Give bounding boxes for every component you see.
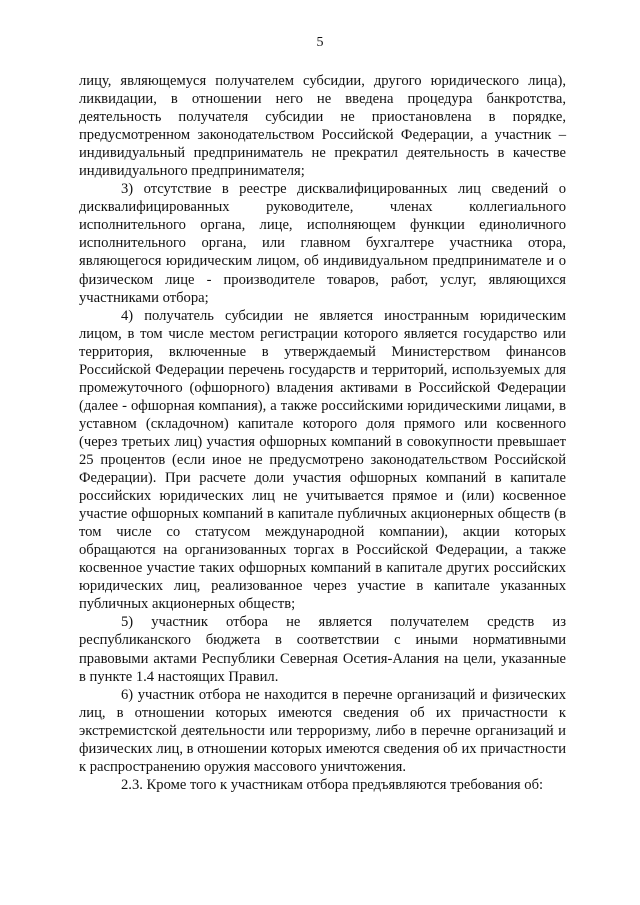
paragraph-section-2-3: 2.3. Кроме того к участникам отбора предъявляются требования об: [121, 776, 544, 793]
paragraph-item-3: 3) отсутствие в реестре дисквалифицированных лиц сведений о дисквалифицированных руководителе, членах коллегиального исполнительного органа, лице, исполняющем функции единоличного исполнительного органа, или главном бухгалтере участника отора, являющегося юридическим лицом, об индивидуальном предпринимателе и о физическом лице - производителе товаров, работ, услуг, являющихся участниками отбора; [79, 181, 566, 306]
paragraph-continuation: лицу, являющемуся получателем субсидии, другого юридического лица), ликвидации, в отношении него не введена процедура банкротства, деятельность получателя субсидии не приостановлена в порядке, предусмотренном законодательством Российской Федерации, а участник – индивидуальный предприниматель не прекратил деятельность в качестве индивидуального предпринимателя; [79, 73, 566, 180]
paragraph-item-6: 6) участник отбора не находится в перечне организаций и физических лиц, в отношении которых имеются сведения об их причастности к экстремистской деятельности или терроризму, либо в перечне организаций и физических лиц, в отношении которых имеются сведения об их причастности к распространению оружия массового уничтожения. [79, 686, 566, 775]
page-number: 5 [316, 35, 324, 50]
paragraph-item-4: 4) получатель субсидии не является иностранным юридическим лицом, в том числе местом регистрации которого является государство или территория, включенные в утверждаемый Министерством финансов Российской Федерации перечень государств и территорий, используемых для промежуточного (офшорного) владения активами в Российской Федерации (далее - офшорная компания), а также российскими юридическими лицами, в уставном (складочном) капитале которого доля прямого или косвенного (через третьих лиц) участия офшорных компаний в совокупности превышает 25 процентов (если иное не предусмотрено законодательством Российской Федерации). При расчете доли участия офшорных компаний в капитале российских юридических лиц не учитывается прямое и (или) косвенное участие офшорных компаний в капитале публичных акционерных обществ (в том числе со статусом международной компании), акции которых обращаются на организованных торгах в Российской Федерации, а также косвенное участие таких офшорных компаний в капитале других российских юридических лиц, реализованное через участие в капитале указанных публичных акционерных обществ; [79, 307, 566, 613]
document-body [79, 72, 566, 794]
paragraph-item-5: 5) участник отбора не является получателем средств из республиканского бюджета в соответствии с иными нормативными правовыми актами Республики Северная Осетия-Алания на цели, указанные в пункте 1.4 настоящих Правил. [79, 614, 566, 685]
